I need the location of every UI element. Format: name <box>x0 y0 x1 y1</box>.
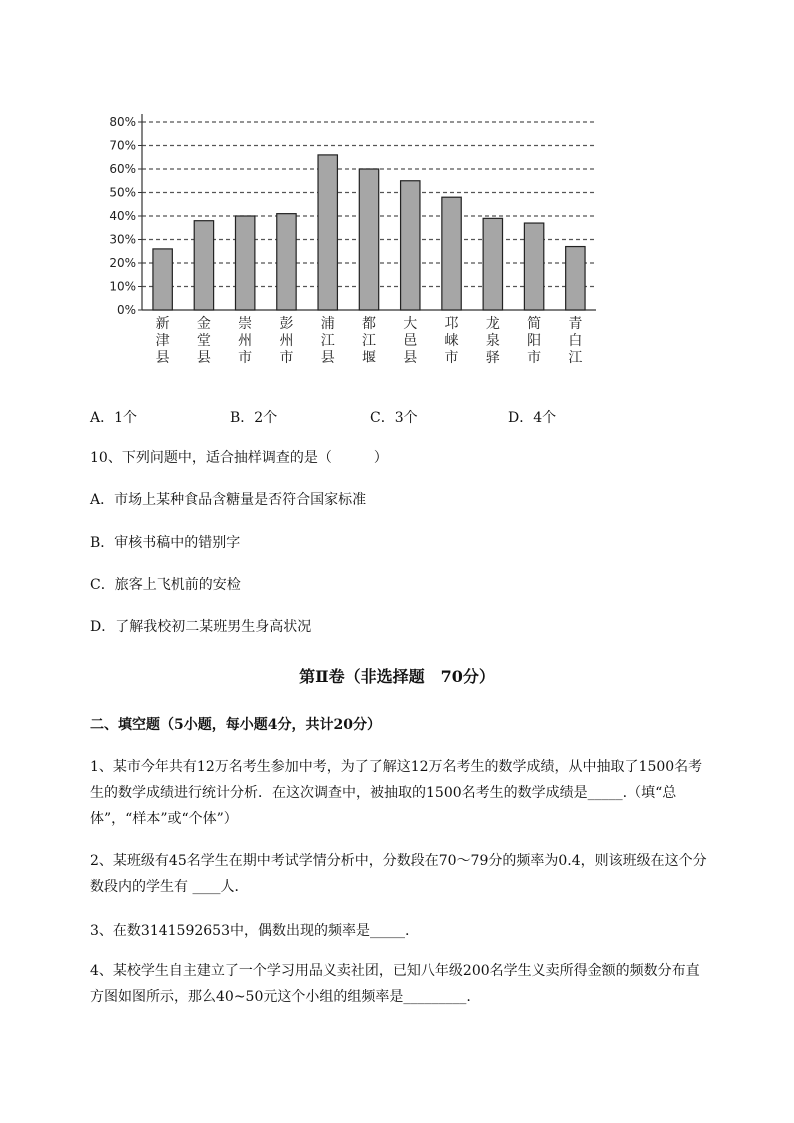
bar <box>153 249 172 310</box>
q9-option-c[interactable]: C．3个 <box>370 410 418 426</box>
q9-option-b[interactable]: B．2个 <box>230 410 278 426</box>
bar-chart-svg <box>100 108 610 378</box>
q10-option-c[interactable]: C．旅客上飞机前的安检 <box>90 577 241 593</box>
x-tick-label: 新津县 <box>155 316 170 366</box>
y-tick-label: 80% <box>109 115 136 129</box>
y-tick-label: 30% <box>109 232 136 247</box>
bar <box>235 216 254 310</box>
x-tick-label: 邛崃市 <box>444 316 459 366</box>
x-tick-label: 龙泉驿 <box>485 316 500 366</box>
q10-option-d[interactable]: D．了解我校初二某班男生身高状况 <box>90 619 312 635</box>
q9-option-a[interactable]: A．1个 <box>90 410 138 426</box>
x-tick-label: 都江堰 <box>362 316 376 366</box>
x-tick-label: 崇州市 <box>238 316 253 366</box>
q10-stem: 10、下列问题中，适合抽样调查的是（ ） <box>90 450 388 466</box>
bar <box>318 155 337 310</box>
q9-option-d[interactable]: D．4个 <box>508 410 557 426</box>
bar <box>524 223 543 310</box>
bar-chart <box>100 108 610 378</box>
y-tick-label: 60% <box>109 162 136 176</box>
fill-q4: 4、某校学生自主建立了一个学习用品义卖社团，已知八年级200名学生义卖所得金额的频数分布直方图如图所示，那么40~50元这个小组的组频率是_________. <box>90 963 700 1005</box>
bar <box>277 214 296 310</box>
x-tick-label: 青白江 <box>568 316 583 366</box>
x-tick-label: 金堂县 <box>196 316 211 366</box>
y-tick-label: 40% <box>109 209 136 223</box>
bar <box>194 221 213 310</box>
part2-title: 第Ⅱ卷（非选择题 70分） <box>299 667 495 686</box>
y-tick-label: 0% <box>116 303 136 317</box>
x-tick-label: 简阳市 <box>527 316 542 366</box>
y-tick-label: 70% <box>109 138 136 153</box>
y-tick-label: 10% <box>109 279 136 294</box>
q10-option-a[interactable]: A．市场上某种食品含糖量是否符合国家标准 <box>90 492 367 508</box>
y-tick-label: 50% <box>109 185 136 200</box>
fill-q1: 1、某市今年共有12万名考生参加中考，为了了解这12万名考生的数学成绩，从中抽取了1500名考生的数学成绩进行统计分析．在这次调查中，被抽取的1500名考生的数学成绩是_____.（填“总体”，“样本”或“个体”） <box>90 759 703 827</box>
q10-option-b[interactable]: B．审核书稿中的错别字 <box>90 535 241 551</box>
y-tick-label: 20% <box>109 256 136 270</box>
bar <box>359 169 378 310</box>
x-tick-label: 浦江县 <box>320 316 335 366</box>
x-tick-label: 大邑县 <box>403 316 418 366</box>
bar <box>442 197 461 310</box>
fill-q2: 2、某班级有45名学生在期中考试学情分析中，分数段在70～79分的频率为0.4，则该班级在这个分数段内的学生有 ____人． <box>90 853 707 895</box>
bar <box>401 181 420 310</box>
bar <box>483 218 502 310</box>
fill-q3: 3、在数3141592653中，偶数出现的频率是_____. <box>90 923 410 939</box>
q9-options <box>90 407 690 427</box>
x-tick-label: 彭州市 <box>279 316 294 366</box>
bar <box>566 247 585 310</box>
fill-section-heading: 二、填空题（5小题，每小题4分，共计20分） <box>90 717 381 733</box>
